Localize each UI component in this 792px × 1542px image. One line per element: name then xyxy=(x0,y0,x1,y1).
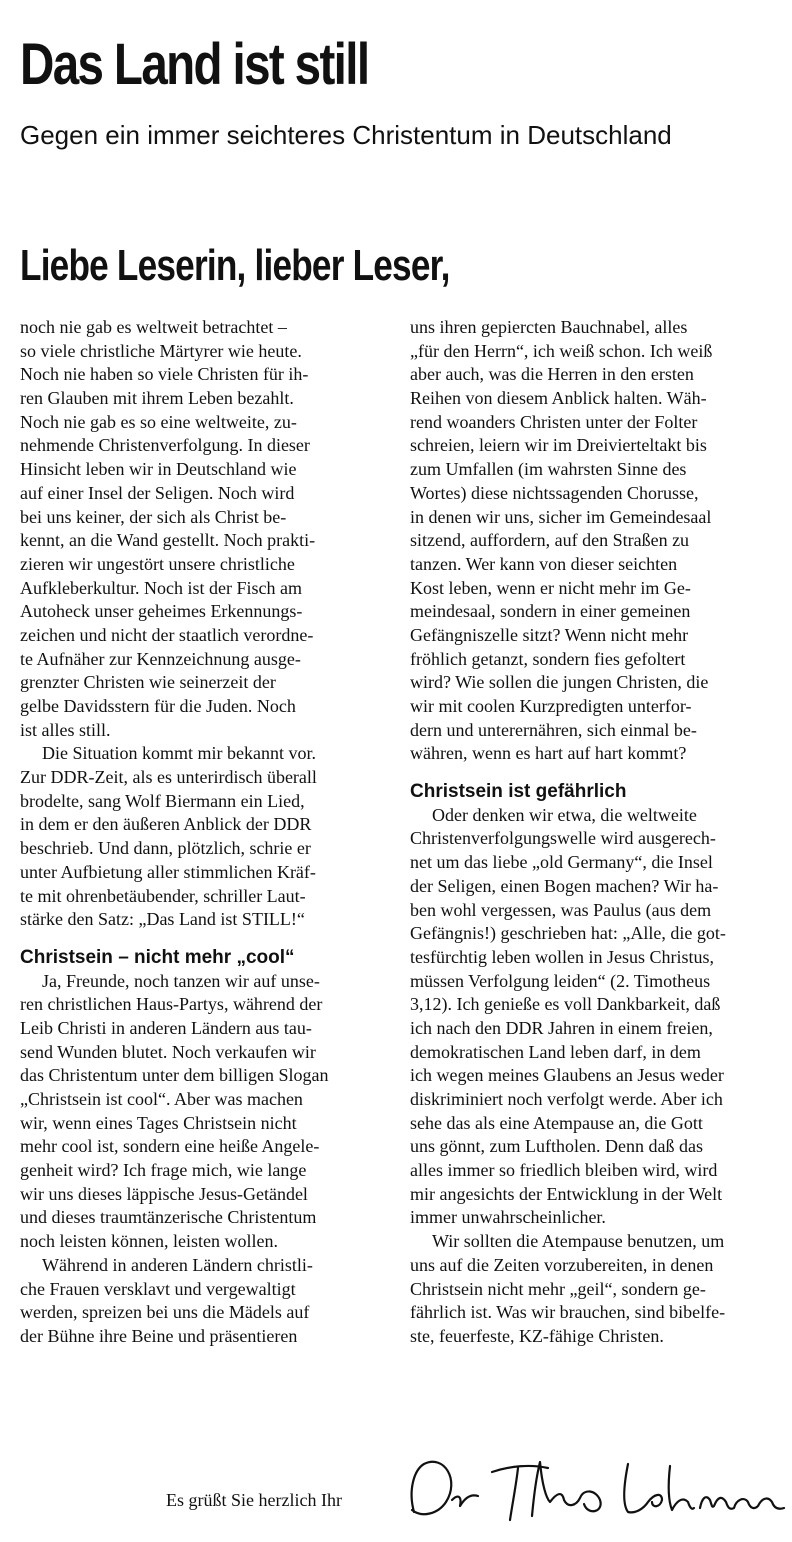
text-line: 3,12). Ich genieße es voll Dankbarkeit, daß xyxy=(410,994,721,1015)
text-line: ren Glauben mit ihrem Leben bezahlt. xyxy=(20,388,294,409)
text-line: gelbe Davidsstern für die Juden. Noch xyxy=(20,696,296,716)
handwritten-signature xyxy=(400,1450,790,1530)
text-line: Autoheck unser geheimes Erkennungs- xyxy=(20,601,303,622)
text-line: Wortes) diese nichtssagenden Chorusse, xyxy=(410,482,699,503)
text-line: genheit wird? Ich frage mich, wie lange xyxy=(20,1160,307,1181)
text-line: werden, spreizen bei uns die Mädels auf xyxy=(20,1302,310,1323)
text-line: alles immer so friedlich bleiben wird, wird xyxy=(410,1160,718,1181)
text-line: fröhlich getanzt, sondern fies gefoltert xyxy=(410,648,686,669)
text-line: Noch nie haben so viele Christen für ih- xyxy=(20,364,309,385)
text-line: Gefängniszelle sitzt? Wenn nicht mehr xyxy=(410,624,689,645)
text-line: tesfürchtig leben wollen in Jesus Christus, xyxy=(410,946,714,967)
left-column xyxy=(20,316,380,1349)
text-line: mir angesichts der Entwicklung in der Welt xyxy=(410,1183,723,1204)
text-line: kennt, an die Wand gestellt. Noch prakti- xyxy=(20,530,316,551)
salutation: Liebe Leserin, lieber Leser, xyxy=(20,241,450,290)
text-line: ben wohl vergessen, was Paulus (aus dem xyxy=(410,899,712,920)
text-line: tanzen. Wer kann von dieser seichten xyxy=(410,553,678,574)
article-title: Das Land ist still xyxy=(20,32,369,97)
text-line: sitzend, auffordern, auf den Straßen zu xyxy=(410,530,690,551)
text-line: immer unwahrscheinlicher. xyxy=(410,1207,606,1228)
text-line: Oder denken wir etwa, die weltweite xyxy=(432,804,697,825)
text-line: Noch nie gab es so eine weltweite, zu- xyxy=(20,411,297,432)
right-column xyxy=(410,316,770,1349)
section-heading: Christsein ist gefährlich xyxy=(410,781,627,803)
text-line: nehmende Christenverfolgung. In dieser xyxy=(20,435,310,456)
text-line: Gefängnis!) geschrieben hat: „Alle, die got- xyxy=(410,923,726,944)
text-line: brodelte, sang Wolf Biermann ein Lied, xyxy=(20,790,305,811)
section-heading: Christsein – nicht mehr „cool“ xyxy=(20,946,295,968)
text-line: uns ihren gepiercten Bauchnabel, alles xyxy=(410,317,688,337)
text-line: schreien, leiern wir im Dreivierteltakt bis xyxy=(410,435,707,456)
text-line: net um das liebe „old Germany“, die Insel xyxy=(410,852,713,873)
text-line: auf einer Insel der Seligen. Noch wird xyxy=(20,482,295,503)
text-line: diskriminiert noch verfolgt werde. Aber ich xyxy=(410,1089,723,1109)
text-line: ich nach den DDR Jahren in einem freien, xyxy=(410,1017,713,1038)
text-line: zeichen und nicht der staatlich verordne- xyxy=(20,624,314,645)
text-line: so viele christliche Märtyrer wie heute. xyxy=(20,340,302,361)
text-line: „Christsein ist cool“. Aber was machen xyxy=(20,1089,303,1109)
text-line: müssen Verfolgung leiden“ (2. Timotheus xyxy=(410,970,711,991)
text-line: zieren wir ungestört unsere christliche xyxy=(20,553,295,574)
text-line: Christenverfolgungswelle wird ausgerech- xyxy=(410,828,716,849)
text-line: che Frauen versklavt und vergewaltigt xyxy=(20,1278,296,1299)
text-line: te Aufnäher zur Kennzeichnung ausge- xyxy=(20,648,301,669)
text-line: mehr cool ist, sondern eine heiße Angele- xyxy=(20,1136,320,1157)
text-line: aber auch, was die Herren in den ersten xyxy=(410,364,694,385)
text-line: rend woanders Christen unter der Folter xyxy=(410,411,698,432)
text-line: das Christentum unter dem billigen Slogan xyxy=(20,1065,329,1086)
text-line: demokratischen Land leben darf, in dem xyxy=(410,1041,701,1062)
text-line: ste, feuerfeste, KZ-fähige Christen. xyxy=(410,1325,664,1346)
text-line: ist alles still. xyxy=(20,719,111,740)
text-line: Leib Christi in anderen Ländern aus tau- xyxy=(20,1017,312,1038)
text-line: Wir sollten die Atempause benutzen, um xyxy=(432,1231,725,1252)
text-line: beschrieb. Und dann, plötzlich, schrie er xyxy=(20,838,311,859)
text-line: Christsein nicht mehr „geil“, sondern ge- xyxy=(410,1278,706,1299)
text-line: Zur DDR-Zeit, als es unterirdisch überall xyxy=(20,767,317,788)
closing-line: Es grüßt Sie herzlich Ihr xyxy=(166,1490,342,1510)
text-line: dern und unterernähren, sich einmal be- xyxy=(410,719,697,740)
text-line: wir uns dieses läppische Jesus-Getändel xyxy=(20,1183,308,1204)
text-line: wir mit coolen Kurzpredigten unterfor- xyxy=(410,696,692,716)
text-line: wir, wenn eines Tages Christsein nicht xyxy=(20,1112,297,1133)
text-line: meindesaal, sondern in einer gemeinen xyxy=(410,601,691,622)
text-line: stärke den Satz: „Das Land ist STILL!“ xyxy=(20,909,305,930)
text-line: unter Aufbietung aller stimmlichen Kräf- xyxy=(20,861,316,882)
text-line: in dem er den äußeren Anblick der DDR xyxy=(20,814,312,835)
text-line: fährlich ist. Was wir brauchen, sind bibelfe- xyxy=(410,1302,726,1323)
text-line: Aufkleberkultur. Noch ist der Fisch am xyxy=(20,577,302,598)
text-line: Die Situation kommt mir bekannt vor. xyxy=(42,743,316,764)
text-line: Ja, Freunde, noch tanzen wir auf unse- xyxy=(42,970,320,991)
text-line: „für den Herrn“, ich weiß schon. Ich weiß xyxy=(410,340,713,361)
text-line: zum Umfallen (im wahrsten Sinne des xyxy=(410,459,687,480)
text-line: ren christlichen Haus-Partys, während der xyxy=(20,994,323,1015)
article-subtitle: Gegen ein immer seichteres Christentum in Deutschland xyxy=(20,120,672,150)
text-line: Reihen von diesem Anblick halten. Wäh- xyxy=(410,388,707,409)
text-line: te mit ohrenbetäubender, schriller Laut- xyxy=(20,885,306,906)
text-line: bei uns keiner, der sich als Christ be- xyxy=(20,506,287,527)
text-line: ich wegen meines Glaubens an Jesus weder xyxy=(410,1065,724,1086)
text-line: Hinsicht leben wir in Deutschland wie xyxy=(20,459,297,480)
text-line: uns gönnt, zum Luftholen. Denn daß das xyxy=(410,1136,703,1157)
text-line: Kost leben, wenn er nicht mehr im Ge- xyxy=(410,577,691,598)
text-line: der Seligen, einen Bogen machen? Wir ha- xyxy=(410,875,719,896)
text-line: noch nie gab es weltweit betrachtet – xyxy=(20,317,287,337)
text-line: Während in anderen Ländern christli- xyxy=(42,1254,313,1275)
text-line: grenzter Christen wie seinerzeit der xyxy=(20,672,276,693)
text-line: wird? Wie sollen die jungen Christen, die xyxy=(410,672,709,693)
text-line: uns auf die Zeiten vorzubereiten, in denen xyxy=(410,1254,714,1275)
text-line: und dieses traumtänzerische Christentum xyxy=(20,1207,317,1228)
text-line: sehe das als eine Atempause an, die Gott xyxy=(410,1112,703,1133)
text-line: währen, wenn es hart auf hart kommt? xyxy=(410,743,687,764)
text-line: send Wunden blutet. Noch verkaufen wir xyxy=(20,1041,316,1062)
text-line: in denen wir uns, sicher im Gemeindesaal xyxy=(410,506,712,527)
text-line: der Bühne ihre Beine und präsentieren xyxy=(20,1325,298,1346)
text-line: noch leisten können, leisten wollen. xyxy=(20,1231,278,1252)
